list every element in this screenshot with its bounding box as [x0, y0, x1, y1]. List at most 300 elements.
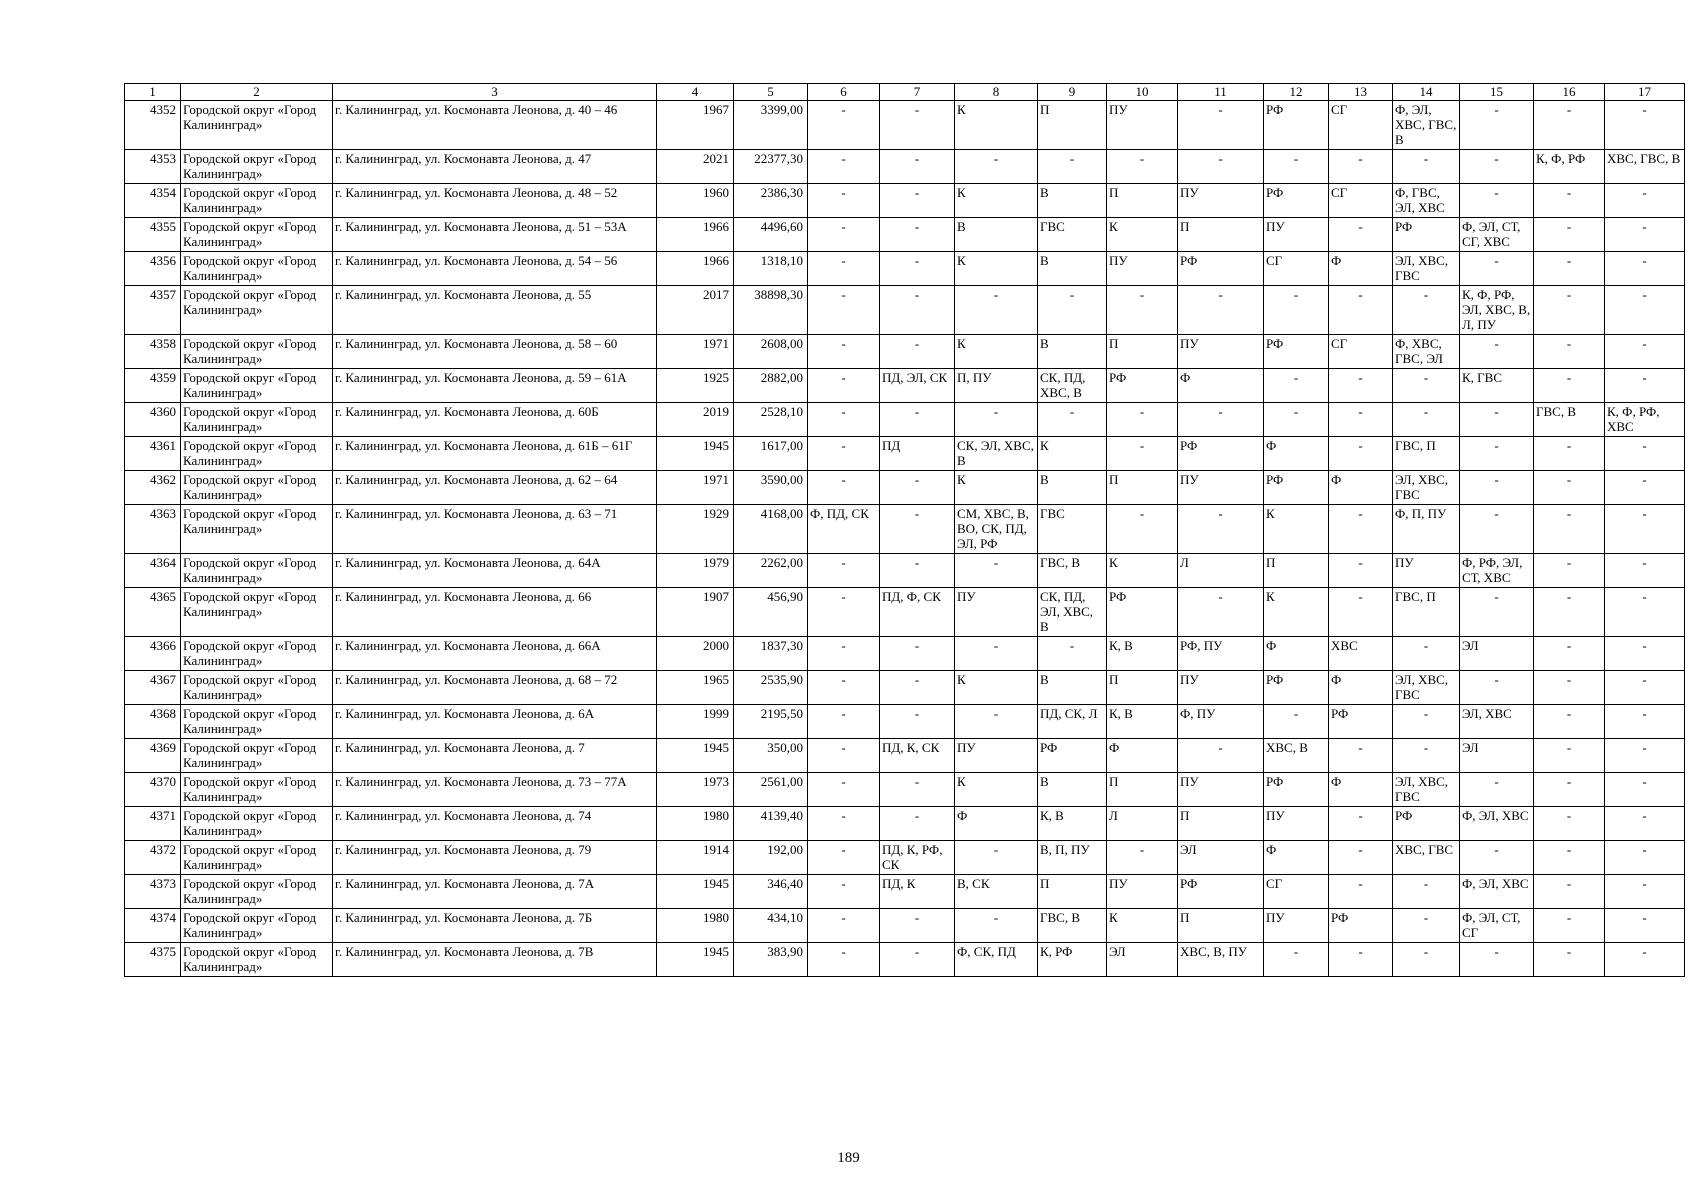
table-row: [125, 554, 1685, 588]
table-cell: П: [1178, 218, 1264, 252]
table-cell: 1973: [657, 773, 734, 807]
table-cell: 1980: [657, 909, 734, 943]
table-cell: 1999: [657, 705, 734, 739]
table-cell: -: [1329, 588, 1393, 637]
table-cell: -: [1393, 403, 1460, 437]
table-cell: СГ: [1264, 875, 1329, 909]
table-cell: 2882,00: [734, 369, 808, 403]
table-cell: Городской округ «Город Калининград»: [181, 101, 333, 150]
table-cell: 1980: [657, 807, 734, 841]
table-cell: ЭЛ: [1460, 739, 1534, 773]
column-header: 6: [808, 84, 880, 101]
table-cell: -: [880, 150, 955, 184]
table-cell: ЭЛ, ХВС, ГВС: [1393, 773, 1460, 807]
column-header: 11: [1178, 84, 1264, 101]
table-cell: РФ: [1038, 739, 1107, 773]
table-cell: -: [1460, 505, 1534, 554]
table-cell: Городской округ «Город Калининград»: [181, 637, 333, 671]
table-cell: РФ: [1329, 705, 1393, 739]
table-cell: ПУ: [1107, 252, 1178, 286]
table-cell: -: [1534, 554, 1605, 588]
table-cell: 1960: [657, 184, 734, 218]
table-cell: -: [1393, 739, 1460, 773]
table-cell: К: [1264, 505, 1329, 554]
table-cell: -: [955, 637, 1038, 671]
table-cell: Ф, ГВС, ЭЛ, ХВС: [1393, 184, 1460, 218]
table-cell: П: [1107, 184, 1178, 218]
table-cell: ПУ: [1107, 875, 1178, 909]
table-cell: -: [808, 403, 880, 437]
table-cell: -: [1605, 369, 1685, 403]
table-cell: 2017: [657, 286, 734, 335]
table-cell: К: [955, 184, 1038, 218]
table-cell: -: [1460, 671, 1534, 705]
table-cell: Ф: [1329, 471, 1393, 505]
table-cell: -: [1534, 671, 1605, 705]
table-cell: г. Калининград, ул. Космонавта Леонова, д. 48 – 52: [333, 184, 657, 218]
table-cell: К, В: [1107, 705, 1178, 739]
table-cell: -: [1329, 369, 1393, 403]
table-cell: -: [1534, 335, 1605, 369]
table-cell: 350,00: [734, 739, 808, 773]
table-cell: Ф: [955, 807, 1038, 841]
table-cell: -: [1329, 554, 1393, 588]
table-cell: ПД, СК, Л: [1038, 705, 1107, 739]
table-cell: -: [1329, 437, 1393, 471]
table-cell: -: [1534, 773, 1605, 807]
table-cell: -: [1107, 505, 1178, 554]
table-cell: г. Калининград, ул. Космонавта Леонова, д. 63 – 71: [333, 505, 657, 554]
table-cell: РФ: [1264, 335, 1329, 369]
table-cell: -: [1178, 588, 1264, 637]
table-cell: -: [1534, 369, 1605, 403]
table-cell: 2019: [657, 403, 734, 437]
table-cell: К, В: [1107, 637, 1178, 671]
table-cell: -: [808, 335, 880, 369]
table-cell: СГ: [1264, 252, 1329, 286]
table-cell: -: [1393, 369, 1460, 403]
table-cell: -: [1393, 705, 1460, 739]
table-cell: Городской округ «Город Калининград»: [181, 773, 333, 807]
table-cell: ГВС, В: [1038, 554, 1107, 588]
table-cell: -: [880, 943, 955, 977]
table-cell: -: [1534, 437, 1605, 471]
table-cell: К: [1264, 588, 1329, 637]
table-cell: -: [1605, 101, 1685, 150]
table-cell: -: [808, 671, 880, 705]
table-cell: г. Калининград, ул. Космонавта Леонова, д. 73 – 77А: [333, 773, 657, 807]
table-cell: -: [880, 184, 955, 218]
table-cell: 4359: [125, 369, 181, 403]
table-cell: -: [880, 335, 955, 369]
table-cell: -: [1605, 554, 1685, 588]
table-cell: Городской округ «Город Калининград»: [181, 588, 333, 637]
table-cell: -: [880, 403, 955, 437]
table-cell: 4368: [125, 705, 181, 739]
table-cell: -: [1264, 150, 1329, 184]
table-cell: ПД, К: [880, 875, 955, 909]
table-cell: -: [1178, 286, 1264, 335]
table-row: [125, 150, 1685, 184]
table-cell: 4361: [125, 437, 181, 471]
table-cell: ПУ: [955, 739, 1038, 773]
table-cell: 2195,50: [734, 705, 808, 739]
table-cell: 4139,40: [734, 807, 808, 841]
table-cell: Городской округ «Город Калининград»: [181, 335, 333, 369]
table-cell: 2608,00: [734, 335, 808, 369]
table-cell: -: [1393, 909, 1460, 943]
table-cell: -: [808, 807, 880, 841]
table-cell: П: [1178, 909, 1264, 943]
table-cell: ГВС: [1038, 505, 1107, 554]
table-cell: -: [1329, 841, 1393, 875]
table-row: [125, 637, 1685, 671]
table-cell: 2561,00: [734, 773, 808, 807]
table-cell: Городской округ «Город Калининград»: [181, 150, 333, 184]
table-cell: -: [880, 705, 955, 739]
table-cell: В: [1038, 184, 1107, 218]
table-cell: -: [1460, 437, 1534, 471]
table-cell: -: [1534, 909, 1605, 943]
table-cell: -: [1178, 150, 1264, 184]
table-cell: -: [1534, 739, 1605, 773]
table-cell: Ф, ЭЛ, СТ, СГ, ХВС: [1460, 218, 1534, 252]
table-cell: ПУ: [1264, 218, 1329, 252]
table-cell: Городской округ «Город Калининград»: [181, 369, 333, 403]
table-cell: 1965: [657, 671, 734, 705]
table-cell: -: [1605, 909, 1685, 943]
table-cell: РФ: [1107, 369, 1178, 403]
table-cell: ГВС, П: [1393, 588, 1460, 637]
table-cell: -: [880, 807, 955, 841]
table-cell: СК, ПД, ЭЛ, ХВС, В: [1038, 588, 1107, 637]
table-cell: 1966: [657, 252, 734, 286]
table-row: [125, 739, 1685, 773]
table-cell: г. Калининград, ул. Космонавта Леонова, д. 6А: [333, 705, 657, 739]
table-cell: К, Ф, РФ, ХВС: [1605, 403, 1685, 437]
table-cell: 2528,10: [734, 403, 808, 437]
table-cell: П: [1178, 807, 1264, 841]
table-cell: В: [955, 218, 1038, 252]
table-cell: СГ: [1329, 184, 1393, 218]
table-cell: ЭЛ: [1178, 841, 1264, 875]
table-cell: -: [1038, 403, 1107, 437]
table-cell: г. Калининград, ул. Космонавта Леонова, д. 55: [333, 286, 657, 335]
table-cell: Городской округ «Город Калининград»: [181, 671, 333, 705]
table-cell: -: [1393, 150, 1460, 184]
table-row: [125, 403, 1685, 437]
table-cell: Городской округ «Город Калининград»: [181, 554, 333, 588]
table-cell: 4364: [125, 554, 181, 588]
table-row: [125, 671, 1685, 705]
table-cell: -: [808, 150, 880, 184]
table-cell: -: [1534, 252, 1605, 286]
table-cell: В: [1038, 471, 1107, 505]
table-cell: РФ: [1393, 807, 1460, 841]
table-cell: 1945: [657, 739, 734, 773]
table-cell: 1979: [657, 554, 734, 588]
table-cell: г. Калининград, ул. Космонавта Леонова, д. 74: [333, 807, 657, 841]
table-cell: -: [808, 841, 880, 875]
table-row: [125, 705, 1685, 739]
table-cell: РФ: [1264, 773, 1329, 807]
table-cell: -: [808, 588, 880, 637]
table-cell: -: [1460, 150, 1534, 184]
table-cell: Городской округ «Город Калининград»: [181, 875, 333, 909]
table-cell: -: [1393, 943, 1460, 977]
table-cell: РФ: [1107, 588, 1178, 637]
column-header: 1: [125, 84, 181, 101]
table-cell: Городской округ «Город Калининград»: [181, 943, 333, 977]
table-cell: г. Калининград, ул. Космонавта Леонова, д. 61Б – 61Г: [333, 437, 657, 471]
column-header: 16: [1534, 84, 1605, 101]
table-cell: Ф: [1329, 773, 1393, 807]
table-cell: ЭЛ: [1107, 943, 1178, 977]
table-cell: -: [1605, 807, 1685, 841]
column-header: 3: [333, 84, 657, 101]
table-cell: -: [1605, 637, 1685, 671]
table-cell: -: [880, 909, 955, 943]
table-row: [125, 875, 1685, 909]
table-row: [125, 773, 1685, 807]
table-cell: -: [1605, 505, 1685, 554]
table-cell: -: [1605, 218, 1685, 252]
table-cell: Ф, ПУ: [1178, 705, 1264, 739]
table-cell: г. Калининград, ул. Космонавта Леонова, д. 51 – 53А: [333, 218, 657, 252]
table-cell: Ф: [1264, 437, 1329, 471]
column-header: 7: [880, 84, 955, 101]
table-cell: 2000: [657, 637, 734, 671]
table-cell: г. Калининград, ул. Космонавта Леонова, д. 60Б: [333, 403, 657, 437]
table-cell: -: [1534, 588, 1605, 637]
table-cell: ЭЛ: [1460, 637, 1534, 671]
table-cell: -: [1038, 150, 1107, 184]
table-cell: 1617,00: [734, 437, 808, 471]
table-cell: 2262,00: [734, 554, 808, 588]
table-cell: -: [1329, 218, 1393, 252]
table-row: [125, 286, 1685, 335]
table-cell: -: [1534, 218, 1605, 252]
table-cell: К, ГВС: [1460, 369, 1534, 403]
table-cell: -: [1605, 184, 1685, 218]
table-cell: 1914: [657, 841, 734, 875]
table-cell: Городской округ «Город Калининград»: [181, 184, 333, 218]
table-cell: 346,40: [734, 875, 808, 909]
table-cell: -: [1107, 286, 1178, 335]
table-cell: -: [808, 184, 880, 218]
table-cell: 4352: [125, 101, 181, 150]
table-cell: ПУ: [1178, 184, 1264, 218]
table-cell: СГ: [1329, 101, 1393, 150]
table-cell: -: [880, 773, 955, 807]
table-cell: -: [1534, 101, 1605, 150]
column-header: 13: [1329, 84, 1393, 101]
table-cell: 4372: [125, 841, 181, 875]
table-cell: -: [1460, 471, 1534, 505]
table-cell: -: [1605, 739, 1685, 773]
table-cell: Ф, ПД, СК: [808, 505, 880, 554]
table-cell: ХВС, ГВС, В: [1605, 150, 1685, 184]
table-cell: ПУ: [1393, 554, 1460, 588]
table-cell: 1971: [657, 471, 734, 505]
table-cell: -: [955, 403, 1038, 437]
table-cell: -: [1460, 252, 1534, 286]
table-cell: Городской округ «Город Калининград»: [181, 739, 333, 773]
table-cell: Ф, РФ, ЭЛ, СТ, ХВС: [1460, 554, 1534, 588]
table-cell: Л: [1178, 554, 1264, 588]
table-cell: -: [1534, 505, 1605, 554]
table-cell: СК, ПД, ХВС, В: [1038, 369, 1107, 403]
table-cell: К, В: [1038, 807, 1107, 841]
table-cell: К: [955, 773, 1038, 807]
table-cell: ПД, Ф, СК: [880, 588, 955, 637]
table-cell: Ф, ЭЛ, ХВС: [1460, 807, 1534, 841]
table-cell: ПД, ЭЛ, СК: [880, 369, 955, 403]
table-cell: -: [1534, 637, 1605, 671]
table-cell: ПД, К, СК: [880, 739, 955, 773]
table-cell: ЭЛ, ХВС, ГВС: [1393, 252, 1460, 286]
table-cell: 1971: [657, 335, 734, 369]
table-cell: -: [808, 101, 880, 150]
table-cell: ХВС: [1329, 637, 1393, 671]
table-cell: Городской округ «Город Калининград»: [181, 218, 333, 252]
table-cell: -: [1534, 184, 1605, 218]
table-cell: -: [1605, 471, 1685, 505]
table-cell: -: [1605, 705, 1685, 739]
table-cell: 2021: [657, 150, 734, 184]
table-cell: -: [1038, 286, 1107, 335]
table-cell: СМ, ХВС, В, ВО, СК, ПД, ЭЛ, РФ: [955, 505, 1038, 554]
table-cell: -: [1605, 286, 1685, 335]
table-cell: -: [808, 637, 880, 671]
table-cell: ГВС, В: [1534, 403, 1605, 437]
table-cell: г. Калининград, ул. Космонавта Леонова, д. 47: [333, 150, 657, 184]
table-cell: 192,00: [734, 841, 808, 875]
column-header: 10: [1107, 84, 1178, 101]
column-header: 12: [1264, 84, 1329, 101]
table-cell: РФ: [1264, 671, 1329, 705]
table-cell: 4366: [125, 637, 181, 671]
table-cell: 434,10: [734, 909, 808, 943]
table-cell: П: [1107, 773, 1178, 807]
table-cell: 4354: [125, 184, 181, 218]
table-cell: СК, ЭЛ, ХВС, В: [955, 437, 1038, 471]
table-cell: -: [1460, 841, 1534, 875]
table-cell: Ф: [1107, 739, 1178, 773]
table-cell: -: [955, 841, 1038, 875]
table-cell: -: [1605, 588, 1685, 637]
table-cell: 1925: [657, 369, 734, 403]
table-cell: П: [1107, 335, 1178, 369]
table-cell: г. Калининград, ул. Космонавта Леонова, д. 79: [333, 841, 657, 875]
table-cell: -: [1460, 943, 1534, 977]
table-cell: -: [808, 218, 880, 252]
table-cell: 1945: [657, 943, 734, 977]
table-cell: К: [955, 471, 1038, 505]
table-cell: -: [880, 218, 955, 252]
table-cell: -: [808, 471, 880, 505]
table-row: [125, 505, 1685, 554]
table-cell: -: [880, 671, 955, 705]
table-cell: В: [1038, 252, 1107, 286]
table-cell: -: [808, 943, 880, 977]
table-cell: РФ, ПУ: [1178, 637, 1264, 671]
table-cell: 4371: [125, 807, 181, 841]
table-cell: ГВС, П: [1393, 437, 1460, 471]
table-cell: 1967: [657, 101, 734, 150]
table-cell: г. Калининград, ул. Космонавта Леонова, д. 68 – 72: [333, 671, 657, 705]
table-cell: 4373: [125, 875, 181, 909]
table-cell: -: [955, 554, 1038, 588]
table-cell: -: [1460, 773, 1534, 807]
table-cell: ПУ: [1178, 335, 1264, 369]
table-cell: -: [808, 909, 880, 943]
table-cell: -: [1107, 437, 1178, 471]
column-header: 17: [1605, 84, 1685, 101]
table-cell: -: [955, 286, 1038, 335]
table-cell: -: [1264, 943, 1329, 977]
table-cell: ХВС, В: [1264, 739, 1329, 773]
table-cell: -: [1178, 403, 1264, 437]
table-cell: -: [1605, 252, 1685, 286]
table-cell: РФ: [1264, 471, 1329, 505]
table-cell: 4367: [125, 671, 181, 705]
table-cell: -: [1460, 101, 1534, 150]
table-cell: -: [880, 286, 955, 335]
table-cell: г. Калининград, ул. Космонавта Леонова, д. 62 – 64: [333, 471, 657, 505]
table-cell: ПУ: [955, 588, 1038, 637]
table-cell: К: [1107, 909, 1178, 943]
table-cell: -: [1329, 286, 1393, 335]
table-cell: -: [1329, 403, 1393, 437]
table-cell: В, П, ПУ: [1038, 841, 1107, 875]
table-cell: -: [1393, 637, 1460, 671]
table-cell: -: [1329, 739, 1393, 773]
table-cell: -: [1605, 943, 1685, 977]
table-cell: -: [880, 471, 955, 505]
table-cell: ХВС, В, ПУ: [1178, 943, 1264, 977]
table-cell: -: [1393, 875, 1460, 909]
table-row: [125, 471, 1685, 505]
table-cell: Городской округ «Город Калининград»: [181, 286, 333, 335]
column-header: 5: [734, 84, 808, 101]
table-cell: 4374: [125, 909, 181, 943]
table-cell: -: [880, 554, 955, 588]
table-cell: -: [1605, 671, 1685, 705]
table-cell: Ф, П, ПУ: [1393, 505, 1460, 554]
table-row: [125, 184, 1685, 218]
table-cell: 383,90: [734, 943, 808, 977]
table-cell: Городской округ «Город Калининград»: [181, 705, 333, 739]
table-cell: К, РФ: [1038, 943, 1107, 977]
table-cell: -: [1534, 471, 1605, 505]
table-cell: -: [955, 150, 1038, 184]
table-cell: В, СК: [955, 875, 1038, 909]
table-cell: К: [955, 671, 1038, 705]
table-cell: -: [808, 286, 880, 335]
table-row: [125, 218, 1685, 252]
table-cell: г. Калининград, ул. Космонавта Леонова, д. 66: [333, 588, 657, 637]
table-cell: Ф: [1178, 369, 1264, 403]
table-cell: ХВС, ГВС: [1393, 841, 1460, 875]
table-cell: -: [880, 505, 955, 554]
table-cell: 1966: [657, 218, 734, 252]
table-cell: -: [808, 252, 880, 286]
table-cell: К, Ф, РФ, ЭЛ, ХВС, В, Л, ПУ: [1460, 286, 1534, 335]
table-cell: -: [1460, 335, 1534, 369]
table-cell: Городской округ «Город Калининград»: [181, 841, 333, 875]
table-cell: -: [808, 875, 880, 909]
